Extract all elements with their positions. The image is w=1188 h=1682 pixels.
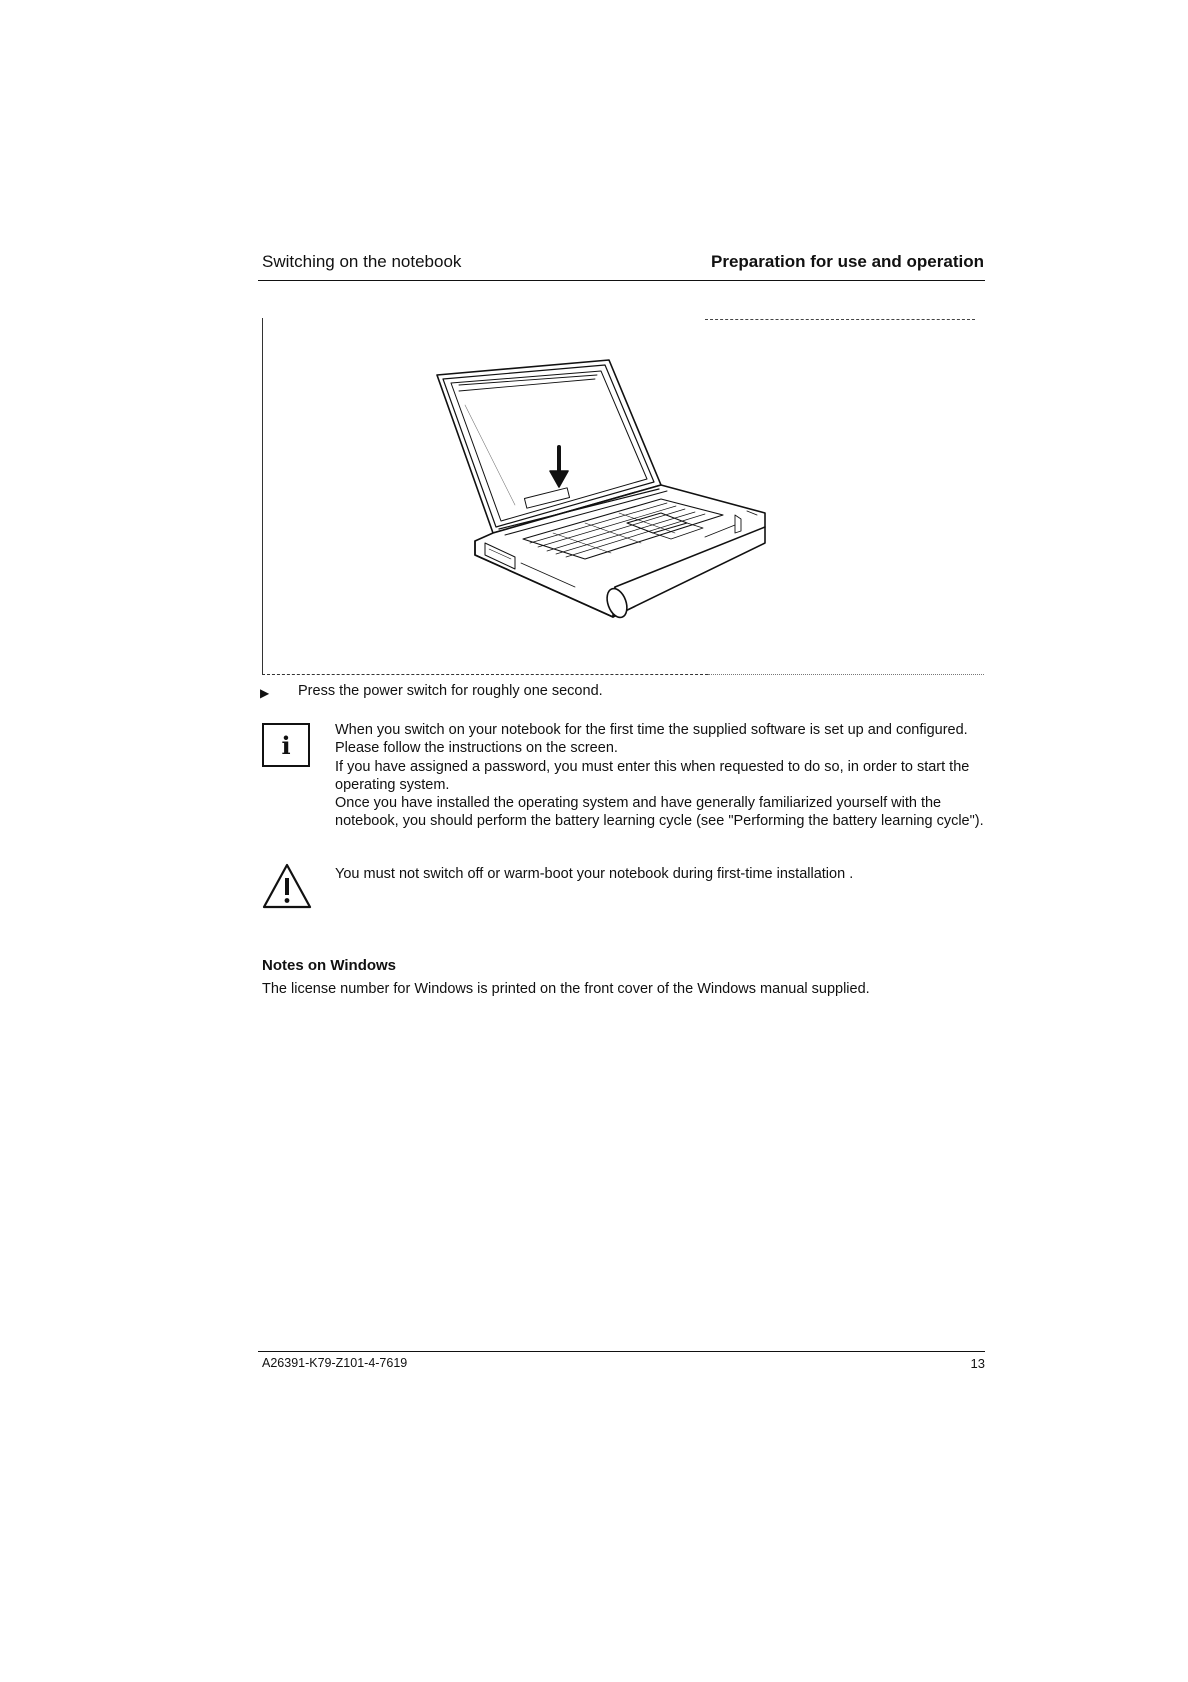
figure-frame-left — [262, 318, 263, 674]
info-line-setup: When you switch on your notebook for the first time the supplied software is set up and configured. Please follow the instructions on the screen. — [335, 722, 968, 757]
page-number: 13 — [970, 1356, 985, 1371]
notes-paragraph: The license number for Windows is printed on the front cover of the Windows manual supplied. — [262, 981, 870, 997]
footer-document-id: A26391-K79-Z101-4-7619 — [262, 1356, 408, 1370]
footer-rule — [258, 1351, 985, 1352]
notebook-power-switch-illustration — [435, 355, 807, 643]
running-header-chapter: Preparation for use and operation — [711, 252, 984, 271]
header-rule — [258, 280, 985, 281]
notes-heading: Notes on Windows — [262, 957, 397, 974]
warning-text: You must not switch off or warm-boot your notebook during first-time installation . — [335, 866, 854, 882]
figure-frame-top — [705, 319, 975, 320]
running-header-section: Switching on the notebook — [262, 252, 462, 271]
info-icon: i — [262, 723, 310, 767]
step-bullet-icon: ▶ — [260, 686, 270, 700]
figure-frame-bottom — [262, 674, 708, 675]
info-line-password: If you have assigned a password, you must enter this when requested to do so, in order to start the operating system. — [335, 758, 970, 793]
warning-icon — [261, 862, 313, 910]
step-instruction: Press the power switch for roughly one second. — [298, 683, 603, 699]
info-note — [335, 721, 985, 831]
info-line-battery: Once you have installed the operating system and have generally familiarized yourself with the notebook, you should perform the battery learning cycle (see "Performing the battery learning cycle"). — [335, 795, 984, 830]
figure-frame-bottom-dotted — [708, 674, 984, 675]
